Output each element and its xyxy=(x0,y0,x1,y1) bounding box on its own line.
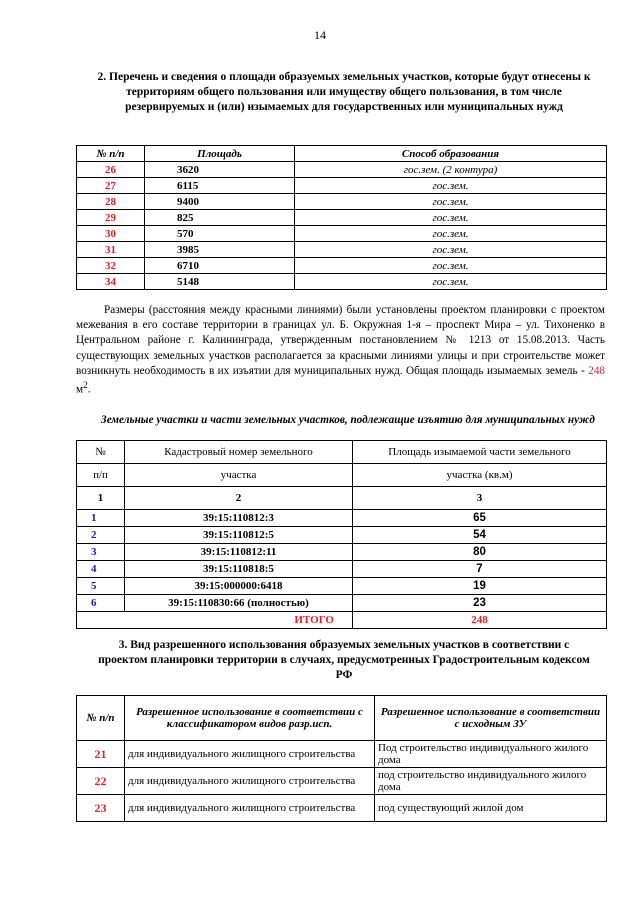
table-row xyxy=(77,178,607,194)
table-row xyxy=(77,561,607,578)
table-row xyxy=(77,527,607,544)
total-withdrawn-area: 248 xyxy=(588,364,605,377)
permitted-use-table xyxy=(76,695,607,822)
paragraph-text: Размеры (расстояния между красными линиями) были установлены проектом планировки с проектом межевания в его составе территории в границах ул. Б. Окружная 1-я – проспект Мира – ул. Тихоненко в Центральном районе г. Калининграда, утвержденным постановлением № 1213 от 15.08.2013. Часть существующих земельных участков располагается за красными линиями улицы и при строительстве может возникнуть необходимость в их изъятии для муниципальных нужд. Общая площадь изымаемых земель - xyxy=(76,304,605,377)
row-num: 4 xyxy=(77,561,125,578)
table-row xyxy=(77,274,607,290)
table-header-row xyxy=(77,464,607,487)
table-header-row xyxy=(77,441,607,464)
header-cadastral-line1: Кадастровый номер земельного xyxy=(125,441,353,464)
row-area: 6710 xyxy=(145,258,295,274)
header-method: Способ образования xyxy=(295,146,607,162)
row-num: 6 xyxy=(77,595,125,612)
row-area: 570 xyxy=(145,226,295,242)
header-classifier-use: Разрешенное использование в соответствии с классификатором видов разр.исп. xyxy=(125,696,375,741)
header-area: Площадь xyxy=(145,146,295,162)
total-value: 248 xyxy=(353,612,607,629)
table-row xyxy=(77,226,607,242)
row-num: 26 xyxy=(77,162,145,178)
table-row xyxy=(77,768,607,795)
row-classifier-use: для индивидуального жилищного строительства xyxy=(125,768,375,795)
row-num: 27 xyxy=(77,178,145,194)
row-area: 825 xyxy=(145,210,295,226)
row-classifier-use: для индивидуального жилищного строительства xyxy=(125,741,375,768)
area-unit-sup: 2 xyxy=(83,381,88,392)
page-number: 14 xyxy=(314,28,326,42)
table-row xyxy=(77,578,607,595)
header-area-line2: участка (кв.м) xyxy=(353,464,607,487)
total-row xyxy=(77,612,607,629)
row-source-use: под строительство индивидуального жилого дома xyxy=(375,768,607,795)
table-header-row xyxy=(77,696,607,741)
description-paragraph xyxy=(76,303,605,398)
row-source-use: под существующий жилой дом xyxy=(375,795,607,822)
row-num: 28 xyxy=(77,194,145,210)
row-area: 19 xyxy=(353,578,607,595)
row-num: 31 xyxy=(77,242,145,258)
row-area: 23 xyxy=(353,595,607,612)
row-area: 5148 xyxy=(145,274,295,290)
col-index-2: 2 xyxy=(125,487,353,510)
header-num-line1: № xyxy=(77,441,125,464)
formed-plots-table xyxy=(76,145,607,290)
row-num: 29 xyxy=(77,210,145,226)
table-row xyxy=(77,510,607,527)
row-method: гос.зем. xyxy=(295,194,607,210)
row-method: гос.зем. (2 контура) xyxy=(295,162,607,178)
section2-title: 2. Перечень и сведения о площади образуемых земельных участков, которые будут отнесены к территориям общего пользования или имуществу общего пользования, в том числе резервируемых и (или) изымаемых для государственных или муниципальных нужд xyxy=(97,71,591,113)
row-num: 21 xyxy=(77,741,125,768)
table-row xyxy=(77,795,607,822)
row-area: 6115 xyxy=(145,178,295,194)
row-cadastral: 39:15:110818:5 xyxy=(125,561,353,578)
paragraph-end: . xyxy=(87,383,91,396)
col-index-3: 3 xyxy=(353,487,607,510)
table-row xyxy=(77,741,607,768)
row-source-use: Под строительство индивидуального жилого дома xyxy=(375,741,607,768)
row-cadastral: 39:15:000000:6418 xyxy=(125,578,353,595)
section3-title: 3. Вид разрешенного использования образуемых земельных участков в соответствии с проектом планировки территории в случаях, предусмотренных Градостроительным кодексом РФ xyxy=(98,639,590,681)
row-method: гос.зем. xyxy=(295,258,607,274)
row-method: гос.зем. xyxy=(295,242,607,258)
row-method: гос.зем. xyxy=(295,226,607,242)
row-num: 30 xyxy=(77,226,145,242)
row-area: 7 xyxy=(353,561,607,578)
row-num: 34 xyxy=(77,274,145,290)
row-method: гос.зем. xyxy=(295,274,607,290)
total-label: ИТОГО xyxy=(77,612,353,629)
withdrawal-table-caption: Земельные участки и части земельных участков, подлежащие изъятию для муниципальных нужд xyxy=(101,414,595,426)
header-area-line1: Площадь изымаемой части земельного xyxy=(353,441,607,464)
row-num: 2 xyxy=(77,527,125,544)
header-cadastral-line2: участка xyxy=(125,464,353,487)
header-source-use: Разрешенное использование в соответствии с исходным ЗУ xyxy=(375,696,607,741)
col-index-1: 1 xyxy=(77,487,125,510)
row-area: 80 xyxy=(353,544,607,561)
row-cadastral: 39:15:110812:11 xyxy=(125,544,353,561)
row-num: 1 xyxy=(77,510,125,527)
header-num: № п/п xyxy=(77,146,145,162)
row-area: 54 xyxy=(353,527,607,544)
row-classifier-use: для индивидуального жилищного строительства xyxy=(125,795,375,822)
header-num: № п/п xyxy=(77,696,125,741)
row-area: 9400 xyxy=(145,194,295,210)
row-num: 23 xyxy=(77,795,125,822)
row-num: 22 xyxy=(77,768,125,795)
row-cadastral: 39:15:110812:3 xyxy=(125,510,353,527)
row-area: 3985 xyxy=(145,242,295,258)
row-method: гос.зем. xyxy=(295,210,607,226)
table-row xyxy=(77,162,607,178)
row-num: 3 xyxy=(77,544,125,561)
row-num: 32 xyxy=(77,258,145,274)
column-index-row xyxy=(77,487,607,510)
row-area: 65 xyxy=(353,510,607,527)
header-num-line2: п/п xyxy=(77,464,125,487)
table-row xyxy=(77,544,607,561)
table-row xyxy=(77,595,607,612)
row-cadastral: 39:15:110812:5 xyxy=(125,527,353,544)
table-header-row xyxy=(77,146,607,162)
row-cadastral: 39:15:110830:66 (полностью) xyxy=(125,595,353,612)
table-row xyxy=(77,258,607,274)
table-row xyxy=(77,242,607,258)
table-row xyxy=(77,210,607,226)
withdrawal-table xyxy=(76,440,607,629)
row-area: 3620 xyxy=(145,162,295,178)
row-num: 5 xyxy=(77,578,125,595)
table-row xyxy=(77,194,607,210)
area-unit: м xyxy=(76,383,84,396)
row-method: гос.зем. xyxy=(295,178,607,194)
